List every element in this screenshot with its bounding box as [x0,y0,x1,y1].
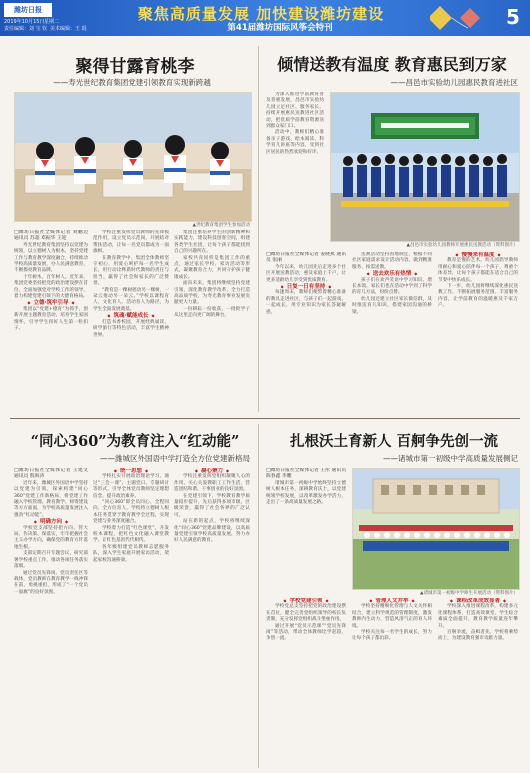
article4-caption: ▲诸城市第一初级中学师生开展活动（资料图片） [420,591,518,596]
article2-section-head-3: ◆ 慢慢来有温度 ◆ [438,252,518,258]
banner-title: 聚焦高质量发展 加快建设潍坊建设 [137,5,385,23]
article2-subhead: ——昌邑市实验幼儿园惠民教育进社区 [390,78,518,87]
article4-subhead: ——诸城市第一初级中学高质量发展侧记 [383,454,518,463]
article4-section-head-3: ◆ 课程改革成效显著 ◆ [438,598,518,604]
article2-section-head-2: ◆ 送去欢乐有热情 ◆ [352,271,432,277]
article2-column-3: 送教活动坚持因地制宜，根据不同社区家庭需求设计活动内容，做到精准服务、按需送教。 ◆ 送去欢乐有热情 ◆ 孩子们在欢声笑语中学习知识、增长本领，家长们也在活动中学到了科学的育儿方法，纷纷点赞。 幼儿园还建立社区家长微信群，及时推送育儿知识，搭建家园沟通的桥梁。 [352,252,432,412]
article3-section-head-1: ◆ 明确方向 ◆ [14,519,88,525]
article4-column-2: ◆ 学校党建引领 ◆ 学校党总支坚持把党的政治建设摆在首位，健全完善党组织领导的校长负责制，充分发挥党组织战斗堡垒作用。 通过开展“党员示范课”“党员先锋岗”等活动，带动全体教师比学赶超、争创一流。 [266,598,346,764]
article2-headline: 倾情送教有温度 教育惠民到万家 [277,55,507,74]
article4-headline: 扎根沃土育新人 百舸争先创一流 [289,433,499,450]
article1-column-1: □潍坊日报社全媒体记者 刘鹏迈 通讯员 苏超 邓振华 王迎 寿光世纪教育集团坚持以党建为统领，以立德树人为根本，坚持党建工作与教育教学深度融合，持续推动学校高质量发展，办人民满意教育，不断擦亮教育品牌。 十年树木，百年树人。近年来，集团党委坚持把党的政治建设摆在首位，全面加强党对学校工作的领导，着力构建党建引领下的大德育格局。 ◆ 立德·筑牢引导 ◆ 集团以“党建+德育”为抓手，创新开展主题教育活动，培育学生家国情怀，引导学生扣好人生第一粒扣子。 [14,230,88,412]
article3-headline: “同心360”为教育注入“红动能” [30,433,240,450]
newspaper-logo: 潍坊日报 [4,3,52,17]
article3-section-head-3: ◆ 凝心聚力 ◆ [174,468,250,474]
article4-column-1: □潍坊日报社全媒体记者 王彤 通讯员 陈春鑫 李鹏 诸城市第一初级中学始终坚持立德树人根本任务，深耕教育沃土，以党建统领学校发展，以改革激发办学活力，走出了一条高质量发展之路。 [266,468,346,506]
article3-column-1: □潍坊日报社全媒体记者 王建文 通讯员 殷海涛 近年来，潍城区外国语中学坚持以党建为引领，探索构建“同心360”党建工作新格局，将党建工作融入学校管理、教育教学、师资建设等方方面面，为学校高质量发展注入强劲“红动能”。 ◆ 明确方向 ◆ 学校党支部坚持把方向、管大局、作决策、保落实，牢牢把握社会主义办学方向，确保党的教育方针落地生根。 支部定期召开专题会议，研究部署学校重点工作，推动各项任务落实落细。 通过党员先锋岗、党员责任区等载体，党员教师在教育教学一线冲锋在前、勇挑重担，形成了“一个党员一面旗”的良好氛围。 [14,468,88,764]
article3-subhead: ——潍城区外国语中学打造全方位党建新格局 [100,454,250,463]
article2-column-2: □潍坊日报社全媒体记者 姜晓燕 通讯员 张丽 今年以来，幼儿园先后走进多个社区开展送教活动，惠及家庭上千户，让更多适龄幼儿享受到优质教育。 ◆ 日复一日有坚持 ◆ 每逢周末，教师们便带着精心准备的教具走进社区，与孩子们一起游戏、一起成长，用专业知识为家长答疑解惑。 [266,252,346,412]
section-separator [10,418,520,419]
masthead-banner [0,0,530,36]
issue-weekday: 星期二 [44,19,60,25]
article2-byline: □潍坊日报社全媒体记者 姜晓燕 通讯员 张丽 [266,252,346,264]
article2-caption: ▲昌邑市实验幼儿园教师开展惠民送教活动（资料图片） [406,243,518,248]
kite-decoration-icon [430,2,492,34]
article3-byline: □潍坊日报社全媒体记者 王建文 通讯员 殷海涛 [14,468,88,480]
article2-section-head-1: ◆ 日复一日有坚持 ◆ [266,284,346,290]
article1-photo [14,92,252,222]
issue-date: 2019年10月15日 [4,19,45,25]
article1-column-2: 学校注重发挥党员教师的先锋模范作用，设立党员示范岗，开展结对帮扶活动，让每一名党员都成为一面旗帜。 在教育教学中，集团全体教师坚守初心，用爱心呵护每一名学生成长，用行动诠释新时代教师的责任与担当，赢得了社会和家长的广泛赞誉。 “教育是一棵树摇动另一棵树，一朵云推动另一朵云。”学校以课程育人、文化育人、活动育人为路径，为学生全面发展奠基。 ◆ 筑魂·赋能成长 ◆ 打造书香校园，开展经典诵读、研学旅行等特色活动，丰富学生精神世界。 [93,230,169,412]
article1-subhead: ——寿光世纪教育集团党建引领教育实现新跨越 [53,78,211,87]
article2-column-1: 为深入推进学前教育普及普惠发展，昌邑市实验幼儿园立足社区、服务家长，持续开展惠民送教进社区活动，把优质学前教育资源送到群众家门口。 活动中，教师们精心准备亲子游戏、绘本阅读、科学育儿讲座等内容，受到社区居民的热烈欢迎和好评。 [266,92,324,155]
editor-credit: 责任编辑：刘 宝 钦 [4,26,48,32]
article4-photo [352,468,520,590]
article1-headline: 聚得甘露育桃李 [75,57,195,77]
column-divider-bottom [258,424,259,768]
article4-column-3: ◆ 管理人文并举 ◆ 学校坚持精细化管理与人文关怀相结合，建立科学规范的管理制度，激发教师内生动力，营造风清气正的育人环境。 学校关注每一名学生的成长，努力让每个孩子都出彩。 [352,598,432,764]
article3-column-3: ◆ 凝心聚力 ◆ 学校注重发挥党组织凝聚人心的作用，关心关爱教职工工作生活，营造团结和谐、干事创业的良好氛围。 在党建引领下，学校教育教学质量稳步提升，先后获得多项市级、区级荣誉，赢得了社会各界的广泛认可。 站在新的起点，学校将继续深化“同心360”党建品牌建设，以高质量党建引领学校高质量发展，努力办好人民满意的教育。 [174,468,250,764]
article3-section-head-2: ◆ 统一思想 ◆ [93,468,169,474]
article4-section-head-2: ◆ 管理人文并举 ◆ [352,598,432,604]
article3-column-2: ◆ 统一思想 ◆ 学校扎实开展政治理论学习，通过“三会一课”、主题党日、专题研讨等形式，引导全体党员教师坚定理想信念，提升政治素养。 “同心360”即全员同心、全程同向、全方位育人，学校将立德树人根本任务贯穿于教育教学全过程，实现党建与业务深度融合。 学校着力打造“红色课堂”，开发校本课程，把红色文化融入课堂教学，让红色基因代代相传。 各年级组建党员教师志愿服务队，深入学生家庭开展家访活动，架起家校沟通桥梁。 [93,468,169,764]
article1-section-head-2: ◆ 筑魂·赋能成长 ◆ [93,313,169,319]
article4-column-4: ◆ 课程改革成效显著 ◆ 学校深入推进课程改革，构建多元化课程体系，打造高效课堂，学生综合素质全面提升，教育教学质量连年攀升。 百舸争流，奋楫者先。学校将乘势而上，为建设教育强市贡献力量。 [438,598,518,764]
article1-byline: □潍坊日报社全媒体记者 刘鹏迈 通讯员 苏超 邓振华 王迎 [14,230,88,242]
article4-section-head-1: ◆ 学校党建引领 ◆ [266,598,346,604]
article1-section-head-1: ◆ 立德·筑牢引导 ◆ [14,300,88,306]
page-number: 5 [506,5,520,29]
banner-subtitle: 第41届潍坊国际风筝会特刊 [227,23,333,33]
article2-photo [330,92,520,242]
article2-column-4: ◆ 慢慢来有温度 ◆ 教育是慢的艺术。幼儿园倡导教师用耐心和爱心陪伴每一个孩子，尊重个体差异，让每个孩子都能在适合自己的节奏中快乐成长。 下一步，幼儿园将继续深化惠民送教工作，不断拓展服务范围，丰富服务内容，让学前教育的温暖惠及千家万户。 [438,252,518,412]
designer-credit: 美术编辑：王 琨 [50,26,87,32]
article1-caption: ▲世纪教育集团学生参加活动 [192,223,250,228]
column-divider [258,46,259,412]
article1-column-3: 集团注重培养学生的创新精神和实践能力，建设科技创客空间，组建各类学生社团，让每个孩子都能找到自己的兴趣所在。 家校共育同样是集团工作的重点，通过家长学校、家访活动等形式，凝聚教育合力，共同守护孩子健康成长。 面向未来，集团将继续坚持党建引领，深化教育教学改革，全力打造高品质学校，为寿光教育事业发展贡献更大力量。 一份耕耘一份收获，一批批学子从这里走向更广阔的舞台。 [174,230,250,319]
article4-byline: □潍坊日报社全媒体记者 王彤 通讯员 陈春鑫 李鹏 [266,468,346,480]
